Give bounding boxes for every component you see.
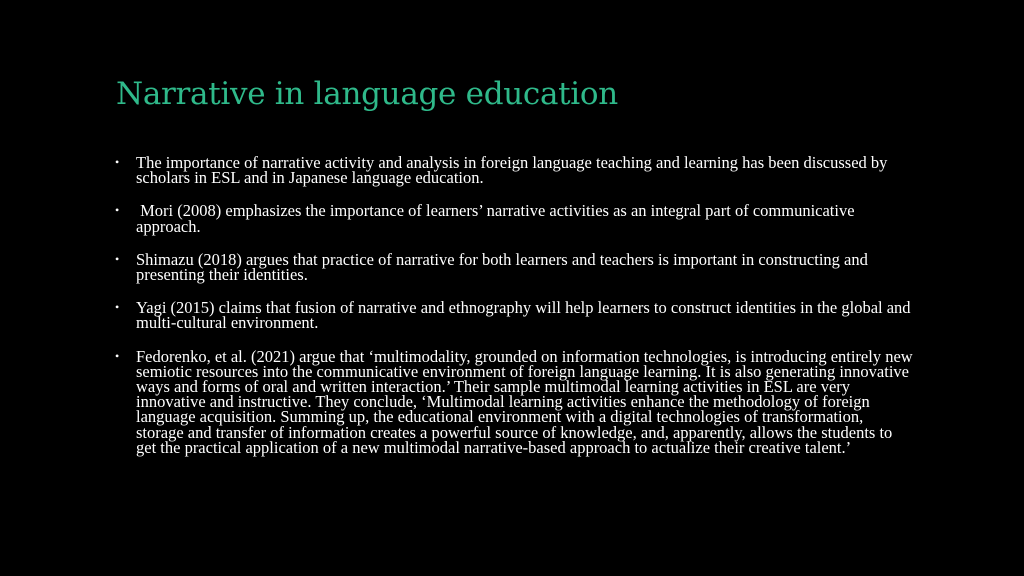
bullet-marker: • <box>115 348 120 363</box>
bullet-list <box>114 155 914 473</box>
bullet-text: Yagi (2015) claims that fusion of narrative and ethnography will help learners to construct identities in the global and multi-cultural environment. <box>136 298 911 333</box>
bullet-text: Fedorenko, et al. (2021) argue that ‘multimodality, grounded on information technologies, is introducing entirely new semiotic resources into the communicative environment of foreign language learning. It is also generating innovative ways and forms of oral and written interaction.’ Their sample multimodal learning activities in ESL are very innovative and instructive. They conclude, ‘Multimodal learning activities enhance the methodology of foreign language acquisition. Summing up, the educational environment with a digital technologies of transformation, storage and transfer of information creates a powerful source of knowledge, and, apparently, allows the students to get the practical application of a new multimodal narrative-based approach to actualize their creative talent.’ <box>136 346 913 457</box>
bullet-marker: • <box>115 155 120 169</box>
bullet-text: The importance of narrative activity and analysis in foreign language teaching and learning has been discussed by scholars in ESL and in Japanese language education. <box>136 153 888 188</box>
bullet-marker: • <box>115 203 120 218</box>
bullet-item <box>114 153 914 188</box>
bullet-marker: • <box>115 251 120 266</box>
bullet-item <box>114 249 914 285</box>
bullet-item <box>114 346 914 457</box>
bullet-marker: • <box>115 300 120 315</box>
bullet-item <box>114 201 914 236</box>
bullet-text: Mori (2008) emphasizes the importance of learners’ narrative activities as an integral part of communicative approach. <box>136 201 859 236</box>
slide-title: Narrative in language education <box>116 76 618 112</box>
bullet-text: Shimazu (2018) argues that practice of narrative for both learners and teachers is important in constructing and presenting their identities. <box>136 249 868 285</box>
bullet-item <box>114 298 914 333</box>
